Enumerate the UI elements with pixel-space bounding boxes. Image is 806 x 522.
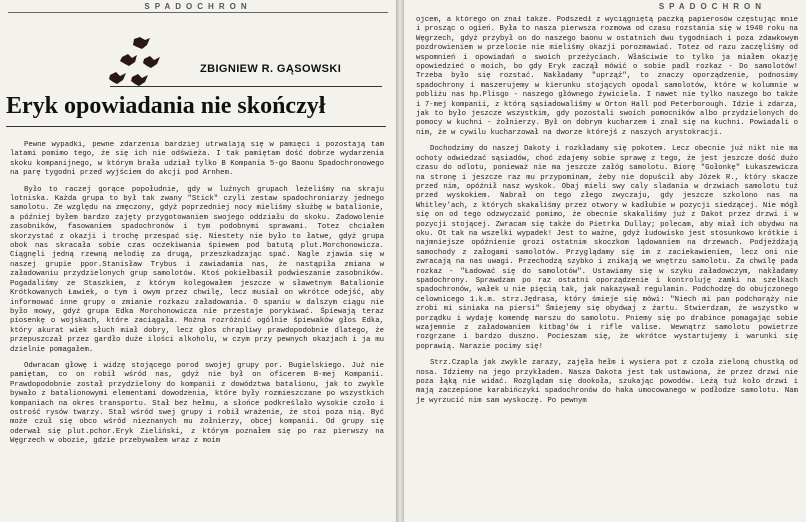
paragraph: Strz.Czapla jak zwykle zarazy, zajęła hełm i wysiera pot z czoła zieloną chustką od nosa. Idziemy na jego przykładem. Nasza Dakota jest tak ustawiona, że przez drzwi nie poza łąką nie widać. Rozglądam się dookoła, szukając powodów. Leżą tuż koło drzwi i mają zaczepione karabińczyki spadochronów do haka umocowanego w podłodze samolotu. Nam je wyrzucić nim sam wyskoczę. Po pewnym bbox=[416, 359, 798, 405]
article-title: Eryk opowiadania nie skończył bbox=[6, 93, 326, 119]
book-gutter bbox=[396, 0, 404, 522]
paragraph: Dochodzimy do naszej Dakoty i rozkładamy się pokotem. Lecz obecnie już nikt nie ma ochoty odwiedzać sąsiadów, choć zdajemy sobie sprawę z tego, że jest jeszcze dość dużo czasu do odlotu, ponieważ nie ma jeszcze załóg samolotu. Biorę "Gołonkę" Łukaszewicza na stronę i jeszcze raz mu przypominam, żeby nie dopuścił aby Józek R., który skacze przed nim, opóźnił nasz wyskok. Obaj mieli swy caly sladania w drzwiach samolotu tuż przed wyskokiem. Nabrał on tego złego zwyczaju, gdy jeszcze szkolono nas na Whitley'ach, z których skakaliśmy przez otwory w kadłubie w pozycji siedzącej. Nie mógł się on od tego odzwyczaić pomimo, że obecnie skakaliśmy już z Dakot przez drzwi i w pozycji stojącej. Zwracam się także do Pietrka Dullay; polecam, aby miał ich obydwu na oku. Ot tak na wszelki wypadek! Jest to ważne, gdyż łudowisko jest stosunkowo krótkie i najmniejsze opóźnienie grozi ostatnim skoczkom lądowaniem na drzewach. Podjeżdżają samochody z załogami samolotów. Przyglądamy się im z zaciekawieniem, lecz oni nie zwracają na nas uwagi. Przechodzą szybko i znikają we wnętrzu samolotu. Za chwilę pada rozkaz - "Ładować się do samolotów". Ustawiamy się w szyku załadowczym, nakładamy spadochrony. Sprawdzam po raz ostatni oporządzenie i kontroluję zamki na szelkach spadochronów, wałek u nie pięcią tak, jak nakazywał regulamin. Podchodzę do obujczonego celownicego 1.k.m. strz.Jędrasa, który śmieje się mówi: "Niech mi pan podchorąży nie zrobi mi siniaka na piersi" Śmiejemy się obydwaj z żartu. Stwierdzam, że wszystko w porządku i wydaję komendę marszu do samolotu. Pniemy się po drabince pomagając sobie wzajemnie z załadowaniem kitbag'ów i rifle valise. Wewnątrz samolotu powietrze rozgrzane i bardzo duszno. Pocieszam się, że wkrótce wystartujemy i warunki się poprawią. Narazie pocimy się! bbox=[416, 145, 798, 351]
paragraph: Odwracam głowę i widzę stojącego porod swojej grupy por. Bugielskiego. Już nie pamiętam, co on robił wśród nas, gdyż nie był on oficerem B-mej Kompanii. Prawdopodobnie został przydzielony do kompanii z dowództwa batalionu, jak to zwykle bywało z batalionowymi elementami dowodzenia, które były rozmieszczane po wszystkich kompaniach na okres transportu. Stał bez hełmu, a słońce podkreślało wysokie czoło i ostrość rysów twarzy. Stał wśród swej grupy i robił wrażenie, że stoi poza nią. Być może czuł się obco wśród nieznanych mu żołnierzy, obcej kompanii. Od grupy się oderwał się plut.pchor.Eryk Zieliński, z którym poznałem się po raz pierwszy na Węgrzech w obozie, gdzie przebywałem wraz z moim bbox=[10, 361, 384, 446]
right-column-body bbox=[416, 16, 798, 522]
author-rule bbox=[110, 86, 382, 87]
paragraph: Pewne wypadki, pewne zdarzenia bardziej utrwalają się w pamięci i pozostają tam latami pomimo tego, że się ich nie odświeża. I tak pamiętam dość dobrze wydarzenia skoku kompanijnego, w którym brała udział tylko B Kompania 5-go Baonu Spadochronowego na parę tygodni przed wyjściem do akcji pod Arnhem. bbox=[10, 141, 384, 178]
running-head-left: SPADOCHRON bbox=[144, 2, 252, 11]
left-column-body bbox=[10, 141, 384, 522]
running-head-right: SPADOCHRON bbox=[658, 2, 766, 11]
right-page bbox=[404, 0, 806, 522]
paragraph: ojcem, a którego on znał także. Podszedł z wyciągniętą paczką papierosów częstując mnie i prosząc o ogień. Była to nasza pierwsza rozmowa od czasu rozstania się w 1940 roku na Węgrzech, gdyż przybył on do naszego baonu w ostatnich dwu tygodniach i poza zdawkowym pozdrowieniem w przelocie nie mieliśmy okazji porozmawiać. Totez od razu zaczęliśmy od wspomnień i opowiadań o swoich przeżyciach. Właściwie to tylko ja miałem okazję opowiedzieć o moich, bo gdy Eryk zaczął mówić o sobie padł rozkaz - Do samolotów! Trzeba było się rozstać. Nakładamy "uprząż", to znaczy oporządzenie, podnosimy spadochrony i maszerujemy w kierunku stojących opodal samolotów, które w kolumnie w pobliżu nas hp.Plisgo - naszego głównego żywiciela. I nawet nie tylko naszego bo także i 7-mej kompanii, z którą sąsiadowaliśmy w Orton Hall pod Peterborough. Idzie i zdarza, jak to było jeszcze wszystkim, gdy pozostali swoich pomocników albo przydzielonych do pomocy w kuchni - żołnierzy. Był on dobrym kucharzem i znał się na kuchni. Powiadali o nim, że w cywilu kucharzował na dworze którejś z naszych arystokracji. bbox=[416, 16, 798, 137]
paragraph: Było to raczej gorące popołudnie, gdy w luźnych grupach leżeliśmy na skraju lotniska. Każda grupa to był tak zwany "Stick" czyli zestaw spadochroniarzy jednego samolotu. Ze względu na zmęczony, gdyż poprzedniej nocy mieliśmy służbę w batalionie, a później byłem bardzo zajęty przygotowaniem swojego oddziału do skoku. Zadowolenie zasobników, fasowaniem spadochronów i tym podobnymi sprawami. Totez chciałem skorzystać z okazji i trochę przespać się. Niestety nie było to łatwe, gdyż grupa obok nas skracała sobie czas oczekiwania śpiewem pod batutą plut.Morchonowicza. Ciągnęli jedną rzewną melodię za drugą, przeszkadzając spać. Nagle zjawia się w naszej grupie ppor.Stanisław Trybus i zawiadamia nas, że nastąpiła zmiana w załadowaniu przydzielonych grup samolotów. Ktoś pokiełbasił podwieszanie zasobników. Pogadaliśmy ze Staszkiem, z którym kolegowałem jeszcze w sławetnym Batalionie Krótkowanych Ławiek, o tym i owym przez chwilę, lecz musiał on wkrótce odejść, aby informować inne grupy o zmianie rozkazu załadowania. O spaniu w dalszym ciągu nie było mowy, gdyż grupa Edka Morchonowicza nie przestaje porykiwać. Śpiewają teraz piosenkę o wojskach, które zaciągała. Można rozróżnić ogólnie śpiewaków głos Edka, który akurat wiek słuch miał dobry, lecz głos chrapliwy prawdopodobnie dlatego, że przepuszczał przez gardło duże ilości alkoholu, w czym przy pewnych okazjach i ja mu dzielnie pomagałem. bbox=[10, 185, 384, 354]
header-rule-left bbox=[8, 12, 388, 13]
left-page bbox=[0, 0, 396, 522]
title-rule bbox=[6, 126, 386, 127]
author-name: ZBIGNIEW R. GĄSOWSKI bbox=[200, 63, 342, 75]
